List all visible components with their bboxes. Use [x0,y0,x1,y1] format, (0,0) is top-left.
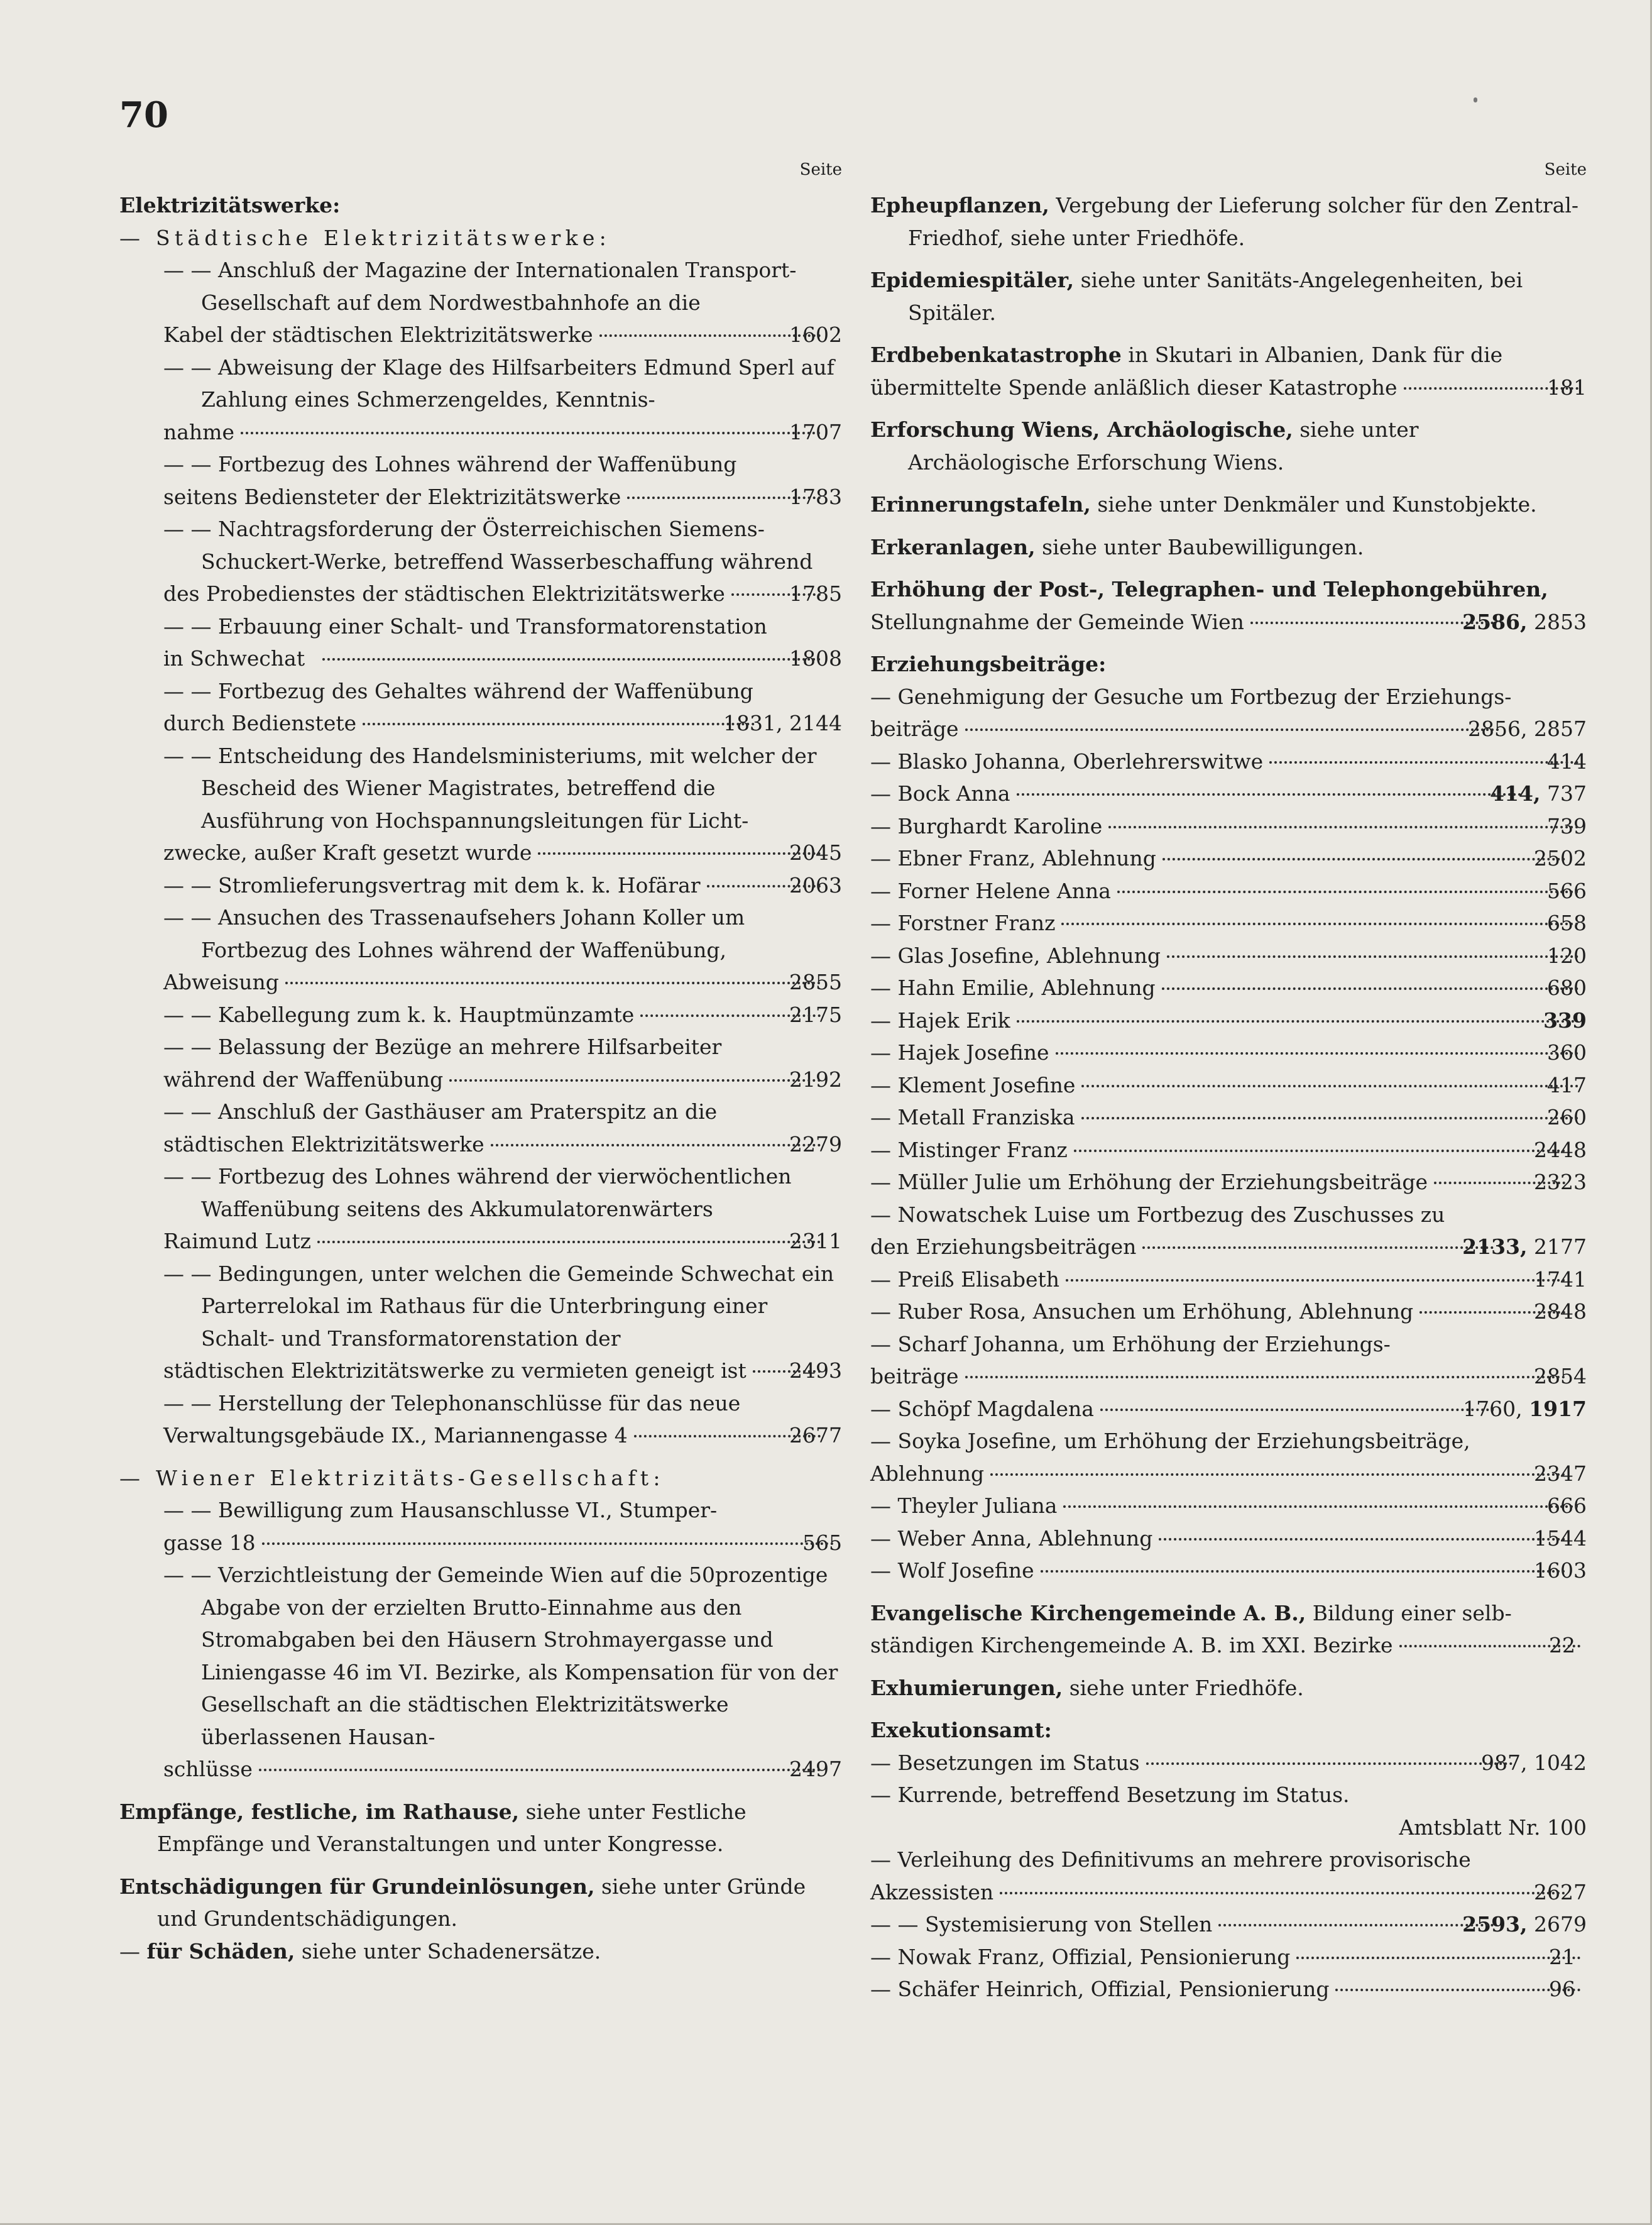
index-entry: — Weber Anna, Ablehnung 1544 [870,1525,1587,1551]
index-entry: Epheupflanzen, Vergebung der Lieferung solcher für den Zentral-Friedhof, siehe unter Friedhöfe. [870,193,1579,250]
index-entry: — Kurrende, betreffend Besetzung im Status. Amtsblatt Nr. 100 [870,1783,1587,1840]
index-entry: — Ebner Franz, Ablehnung 2502 [870,846,1587,871]
index-entry: — Forner Helene Anna 566 [870,878,1587,903]
index-entry: Erforschung Wiens, Archäologische, siehe unter Archäologische Erforschung Wiens. [870,417,1419,475]
index-entry: — Müller Julie um Erhöhung der Erziehungsbeiträge 2323 [870,1170,1587,1194]
index-entry: — für Schäden, siehe unter Schadenersätze. [119,1938,601,1964]
index-entry: — — Abweisung der Klage des Hilfsarbeiters Edmund Sperl auf Zahlung eines Schmerzengeldes, Kenntnis- nahme 1707 [163,354,842,444]
index-entry: — Schäfer Heinrich, Offizial, Pensionierung 96 [870,1973,1587,2006]
index-entry: — — Fortbezug des Lohnes während der vierwöchentlichen Waffenübung seitens des Akkumulatorenwärters Raimund Lutz 2311 [163,1164,842,1253]
index-entry: — Nowatschek Luise um Fortbezug des Zuschusses zu den Erziehungsbeiträgen 2133, 2177 [870,1202,1587,1259]
index-entry: — Hajek Erik 339 [870,1008,1587,1033]
page-number: 70 [119,94,168,136]
index-entry: — Klement Josefine 417 [870,1072,1587,1097]
index-entry: — Blasko Johanna, Oberlehrerswitwe 414 [870,749,1587,774]
subheading: — Städtische Elektrizitätswerke: [119,225,611,250]
index-entry: — — Systemisierung von Stellen 2593, 2679 [870,1912,1587,1937]
index-entry: — Forstner Franz 658 [870,911,1587,935]
index-entry: Erdbebenkatastrophe in Skutari in Albanien, Dank für die übermittelte Spende anläßlich dieser Katastrophe 181 [870,343,1587,400]
index-entry: — — Fortbezug des Gehaltes während der Waffenübung durch Bedienstete 1831, 2144 [163,678,842,735]
index-entry: — — Ansuchen des Trassenaufsehers Johann Koller um Fortbezug des Lohnes während der Waffenübung, Abweisung 2855 [163,905,842,994]
index-entry: — — Belassung der Bezüge an mehrere Hilfsarbeiter während der Waffenübung 2192 [163,1035,842,1092]
index-entry: — — Herstellung der Telephonanschlüsse für das neue Verwaltungsgebäude IX., Mariannengasse 4 2677 [163,1390,842,1448]
index-entry: — Schöpf Magdalena 1760, 1917 [870,1396,1587,1421]
index-entry: — Nowak Franz, Offizial, Pensionierung 21 [870,1941,1587,1974]
index-entry: — Soyka Josefine, um Erhöhung der Erziehungsbeiträge, Ablehnung 2347 [870,1429,1587,1486]
index-entry: — Mistinger Franz 2448 [870,1137,1587,1162]
subheading: — Wiener Elektrizitäts-Gesellschaft: [119,1465,665,1490]
index-entry: — Scharf Johanna, um Erhöhung der Erziehungs- beiträge 2854 [870,1331,1587,1388]
entry-heading: Erziehungsbeiträge: [870,652,1107,676]
index-entry: Entschädigungen für Grundeinlösungen, siehe unter Gründe und Grundentschädigungen. [119,1874,806,1931]
index-entry: — Hajek Josefine 360 [870,1040,1587,1065]
index-entry: Epidemiespitäler, siehe unter Sanitäts-Angelegenheiten, bei Spitäler. [870,268,1523,325]
index-entry: Exhumierungen, siehe unter Friedhöfe. [870,1675,1304,1700]
index-entry: — — Erbauung einer Schalt- und Transformatorenstation in Schwechat 1808 [163,613,842,671]
entry-heading: Elektrizitätswerke: [119,193,341,217]
index-entry: — — Anschluß der Magazine der Internationalen Transport-Gesellschaft auf dem Nordwestbahnhofe an die Kabel der städtischen Elektrizitätswerke 1602 [163,258,842,347]
paper-speck [1474,97,1477,102]
index-entry: — Genehmigung der Gesuche um Fortbezug der Erziehungs- beiträge 2856, 2857 [870,684,1587,741]
index-entry: — Theyler Juliana 666 [870,1493,1587,1518]
index-entry: — Burghardt Karoline 739 [870,813,1587,838]
index-entry: — — Fortbezug des Lohnes während der Waffenübung seitens Bediensteter der Elektrizitätswerke 1783 [163,452,842,509]
index-entry: Erkeranlagen, siehe unter Baubewilligungen. [870,534,1364,559]
index-entry: — — Nachtragsforderung der Österreichischen Siemens-Schuckert-Werke, betreffend Wasserbeschaffung während des Probedienstes der städtischen Elektrizitätswerke 1785 [163,517,842,606]
index-entry: — Bock Anna 414, 737 [870,781,1587,806]
entry-heading: Exekutionsamt: [870,1718,1052,1742]
index-entry: — — Bewilligung zum Hausanschlusse VI., Stumper- gasse 18 565 [163,1498,842,1555]
index-entry: — — Anschluß der Gasthäuser am Praterspitz an die städtischen Elektrizitätswerke 2279 [163,1099,842,1156]
index-entry: — — Kabellegung zum k. k. Hauptmünzamte 2175 [163,1002,842,1027]
index-entry: Erhöhung der Post-, Telegraphen- und Telephongebühren, Stellungnahme der Gemeinde Wien 2586, 2853 [870,577,1587,634]
index-entry: — Wolf Josefine 1603 [870,1558,1587,1583]
index-entry: — Preiß Elisabeth 1741 [870,1266,1587,1292]
index-entry: — — Entscheidung des Handelsministeriums, mit welcher der Bescheid des Wiener Magistrates, betreffend die Ausführung von Hochspannungsleitungen für Licht- zwecke, außer Kraft gesetzt wurde 2045 [163,743,842,865]
column-header-right: Seite [1544,160,1587,179]
index-entry: — — Verzichtleistung der Gemeinde Wien auf die 50prozentige Abgabe von der erzielten Brutto-Einnahme aus den Stromabgaben bei den Häusern Strohmayergasse und Liniengasse 46 im VI. Bezirke, als Kompensation für von der Gesellschaft an die städtischen Elektrizitätswerke überlassenen Hausan- schlüsse 2497 [163,1563,842,1781]
right-column [870,160,1587,2006]
index-entry: Empfänge, festliche, im Rathause, siehe unter Festliche Empfänge und Veranstaltungen und unter Kongresse. [119,1799,747,1856]
index-entry: — Verleihung des Definitivums an mehrere provisorische Akzessisten 2627 [870,1847,1587,1904]
index-entry: — Hahn Emilie, Ablehnung 680 [870,975,1587,1000]
index-entry: — — Stromlieferungsvertrag mit dem k. k. Hofärar 2063 [163,872,842,898]
left-column [119,160,842,1967]
index-entry: — — Bedingungen, unter welchen die Gemeinde Schwechat ein Parterrelokal im Rathaus für die Unterbringung einer Schalt- und Transformatorenstation der städtischen Elektrizitätswerke zu vermieten geneigt ist 2493 [163,1261,842,1383]
index-entry: Evangelische Kirchengemeinde A. B., Bildung einer selb- ständigen Kirchengemeinde A. B. im XXI. Bezirke 22 [870,1597,1587,1662]
index-entry: Erinnerungstafeln, siehe unter Denkmäler und Kunstobjekte. [870,492,1537,517]
index-entry: — Glas Josefine, Ablehnung 120 [870,943,1587,968]
index-entry: — Ruber Rosa, Ansuchen um Erhöhung, Ablehnung 2848 [870,1299,1587,1324]
index-entry: — Metall Franziska 260 [870,1105,1587,1129]
column-header-left: Seite [799,160,842,179]
index-entry: — Besetzungen im Status 987, 1042 [870,1750,1587,1775]
